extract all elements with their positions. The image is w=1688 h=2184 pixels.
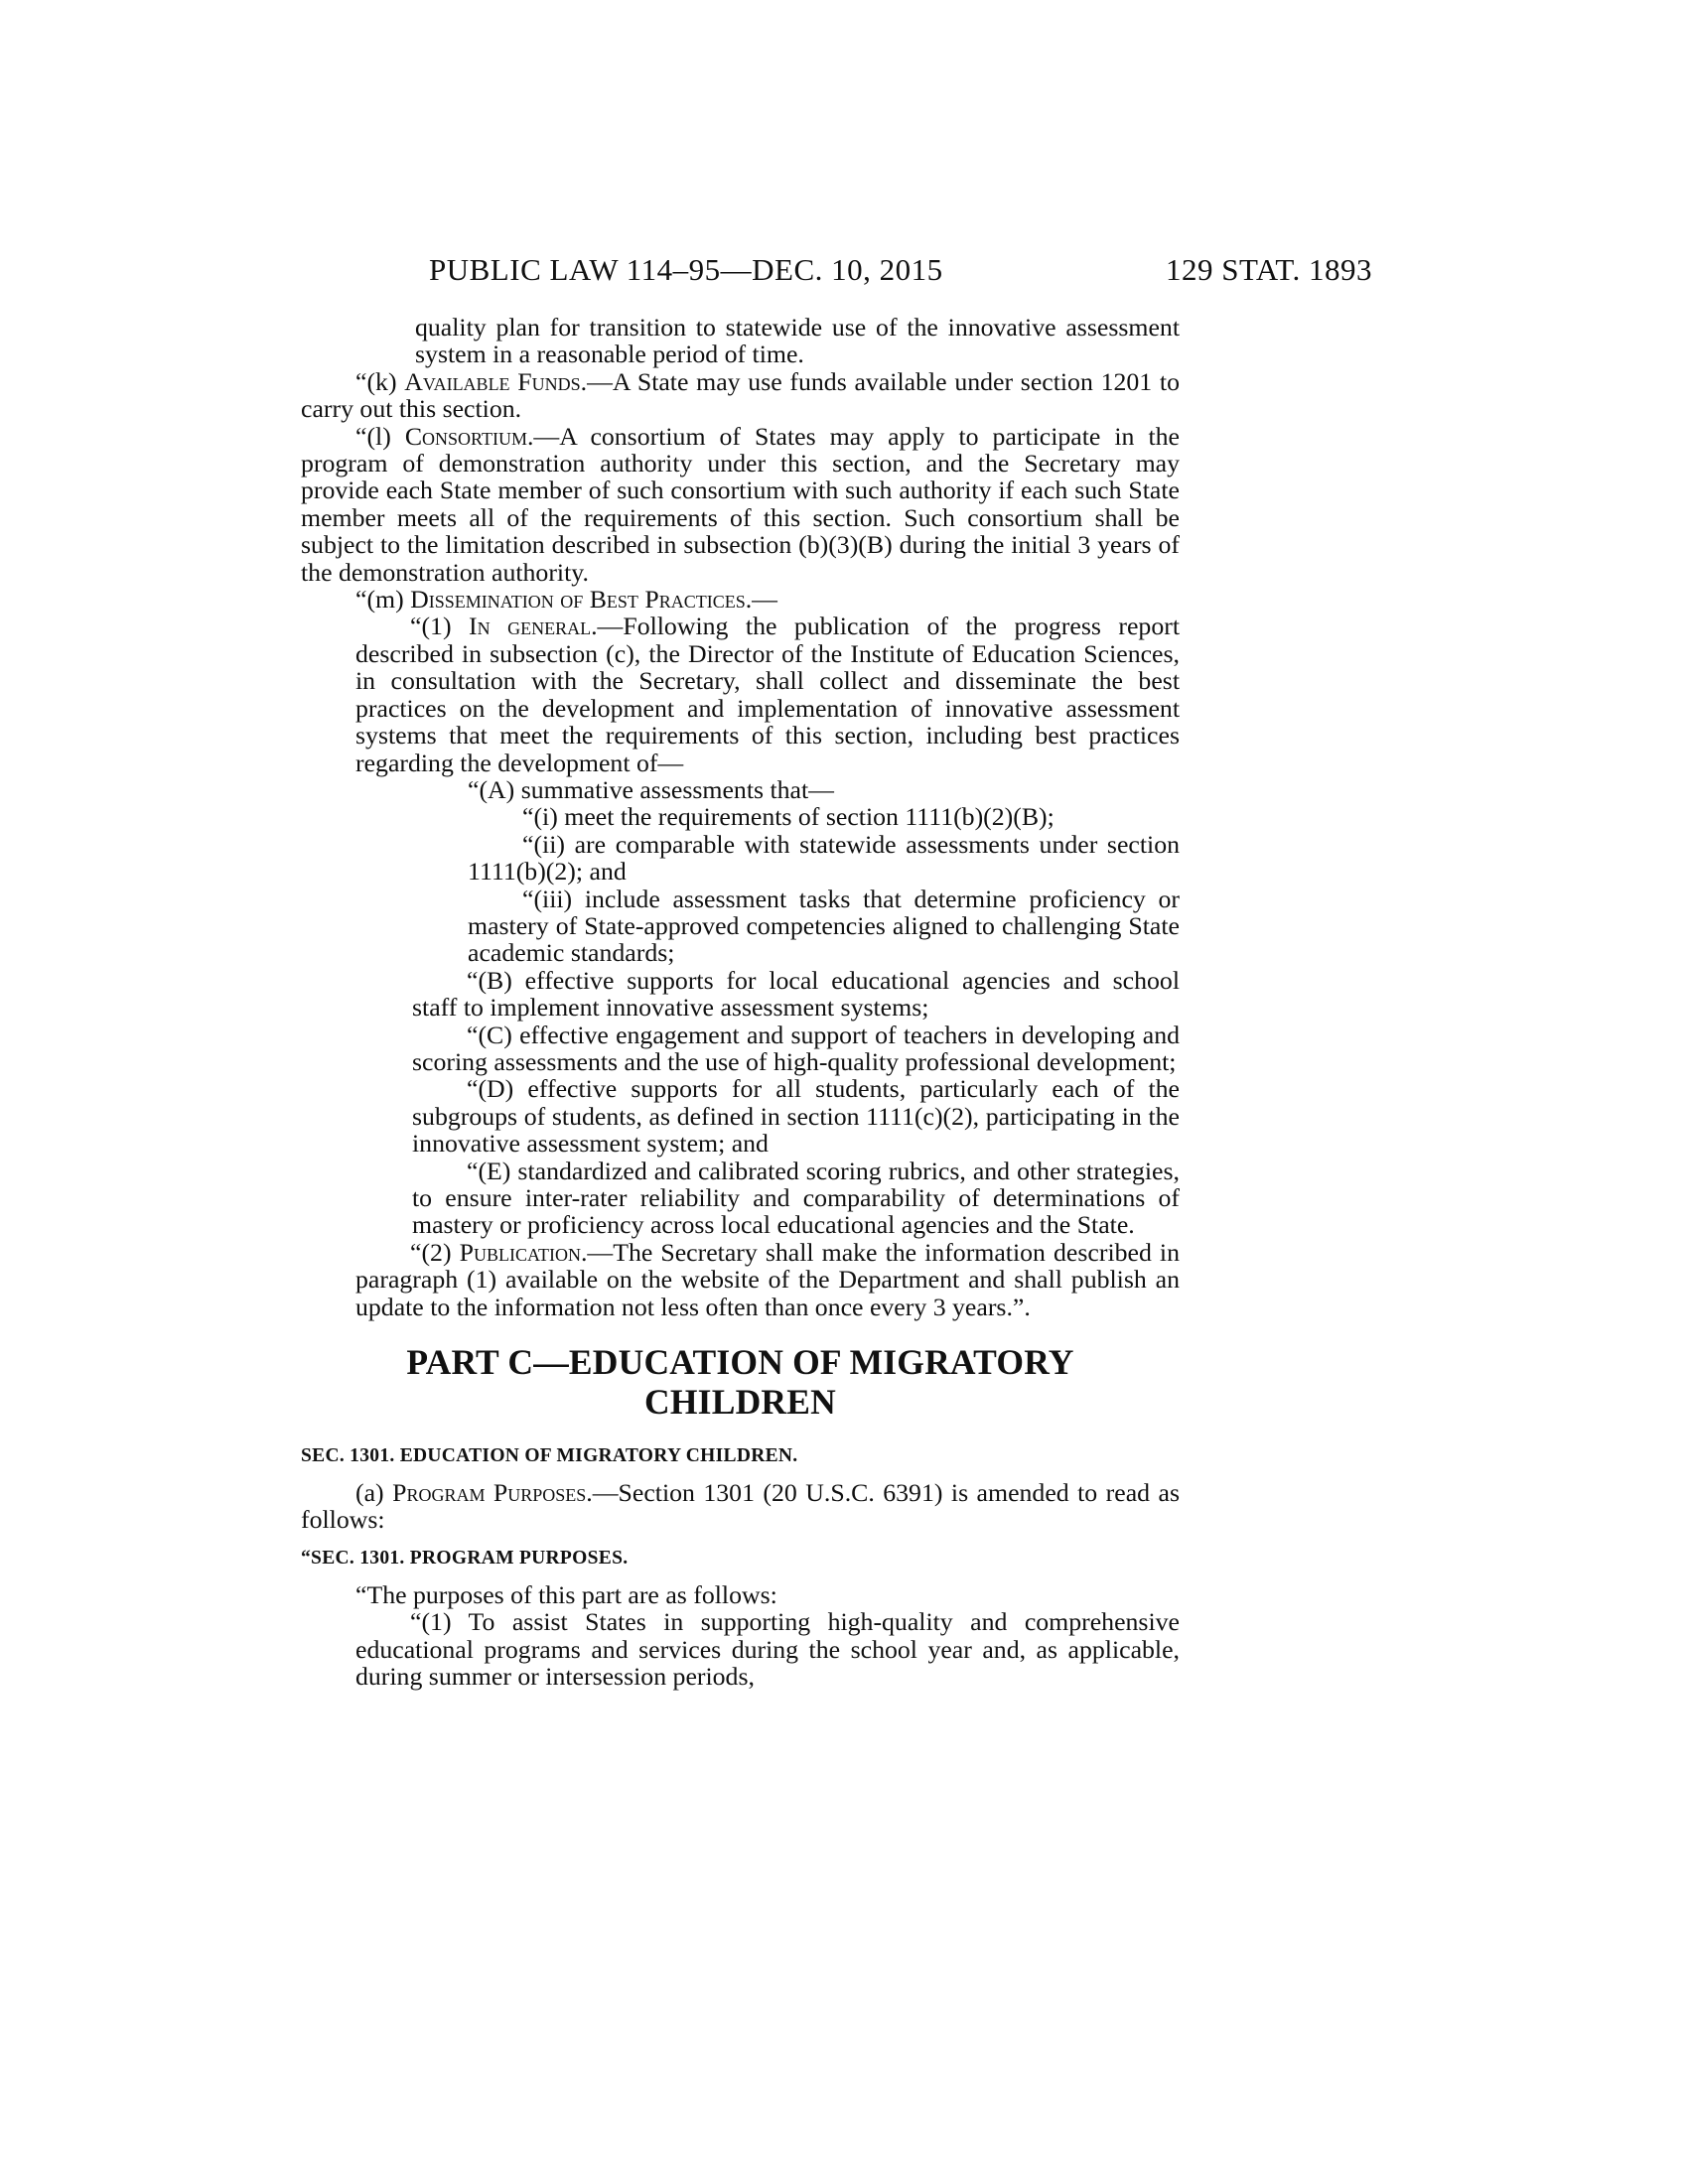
page-body: [301, 314, 1180, 1690]
subsection-l: [301, 423, 1180, 586]
quoted-section-heading: “SEC. 1301. PROGRAM PURPOSES.: [301, 1547, 629, 1569]
subsection-m-number: “(m): [355, 585, 411, 614]
part-heading: [301, 1342, 1180, 1422]
section-heading: SEC. 1301. EDUCATION OF MIGRATORY CHILDREN.: [301, 1445, 798, 1467]
running-head-title: PUBLIC LAW 114–95—DEC. 10, 2015: [429, 252, 943, 287]
part-heading-line-2: CHILDREN: [644, 1382, 836, 1423]
subsection-k: [301, 368, 1180, 423]
subsection-k-heading: Available Funds: [404, 366, 581, 396]
subsection-m: [301, 586, 1180, 613]
subsection-a: [301, 1479, 1180, 1534]
running-header: [429, 250, 1372, 290]
paragraph-m-2-text: .—The Secretary shall make the information described in paragraph (1) available on the website of the Department and shall publish an update to the information not less often than once every 3 years.”.: [355, 1237, 1180, 1321]
subparagraph-C: “(C) effective engagement and support of teachers in developing and scoring assessments and the use of high-quality professional development;: [412, 1020, 1180, 1076]
subsection-a-text: .—Section 1301 (20 U.S.C. 6391) is amended to read as follows:: [301, 1478, 1180, 1535]
subparagraph-A: “(A) summative assessments that—: [468, 774, 834, 804]
subsection-m-text: .—: [745, 585, 777, 614]
subparagraph-D: “(D) effective supports for all students, particularly each of the subgroups of students, as defined in section 1111(c)(2), participating in the innovative assessment system; and: [412, 1074, 1180, 1159]
paragraph-m-1-number: “(1): [410, 612, 470, 641]
subsection-l-text: .—A consortium of States may apply to participate in the program of demonstration authority under this section, and the Secretary may provide each State member of such consortium with such authority if each such State member meets all of the requirements of this section. Such consortium shall be subject to the limitation described in subsection (b)(3)(B) during the initial 3 years of the demonstration authority.: [301, 421, 1180, 587]
statute-page-number: 129 STAT. 1893: [1165, 252, 1372, 287]
paragraph-m-1-heading: In general: [469, 612, 592, 641]
paragraph-m-1-text: .—Following the publication of the progress report described in subsection (c), the Director of the Institute of Education Sciences, in consultation with the Secretary, shall collect and disseminate the best practices on the development and implementation of innovative assessment systems that meet the requirements of this section, including best practices regarding the development of—: [355, 612, 1180, 777]
paragraph-m-2: [301, 1239, 1180, 1320]
purposes-intro: “The purposes of this part are as follows:: [355, 1579, 777, 1609]
subsection-l-number: “(l): [355, 421, 405, 451]
subsection-a-heading: Program Purposes: [392, 1478, 587, 1508]
subsection-m-heading: Dissemination of Best Practices: [410, 585, 746, 614]
clause-A-i: “(i) meet the requirements of section 1111(b)(2)(B);: [522, 802, 1055, 832]
subsection-l-heading: Consortium: [404, 421, 527, 451]
subparagraph-E: “(E) standardized and calibrated scoring rubrics, and other strategies, to ensure inter-rater reliability and comparability of determinations of mastery or proficiency across local educational agencies and the State.: [412, 1156, 1180, 1240]
clause-A-ii: “(ii) are comparable with statewide assessments under section 1111(b)(2); and: [468, 829, 1180, 887]
subsection-k-text: .—A State may use funds available under section 1201 to carry out this section.: [301, 366, 1180, 424]
continued-paragraph: quality plan for transition to statewide use of the innovative assessment system in a reasonable period of time.: [415, 313, 1180, 369]
part-heading-line-1: PART C—EDUCATION OF MIGRATORY: [406, 1342, 1074, 1383]
paragraph-m-1: [301, 613, 1180, 775]
subsection-k-number: “(k): [355, 366, 405, 396]
purpose-1: “(1) To assist States in supporting high-quality and comprehensive educational programs and services during the school year and, as applicable, during summer or intersession periods,: [355, 1607, 1180, 1692]
subparagraph-B: “(B) effective supports for local educational agencies and school staff to implement innovative assessment systems;: [412, 965, 1180, 1023]
clause-A-iii: “(iii) include assessment tasks that determine proficiency or mastery of State-approved competencies aligned to challenging State academic standards;: [468, 884, 1180, 968]
subsection-a-number: (a): [355, 1478, 393, 1508]
paragraph-m-2-number: “(2): [410, 1237, 460, 1267]
paragraph-m-2-heading: Publication: [459, 1237, 581, 1267]
